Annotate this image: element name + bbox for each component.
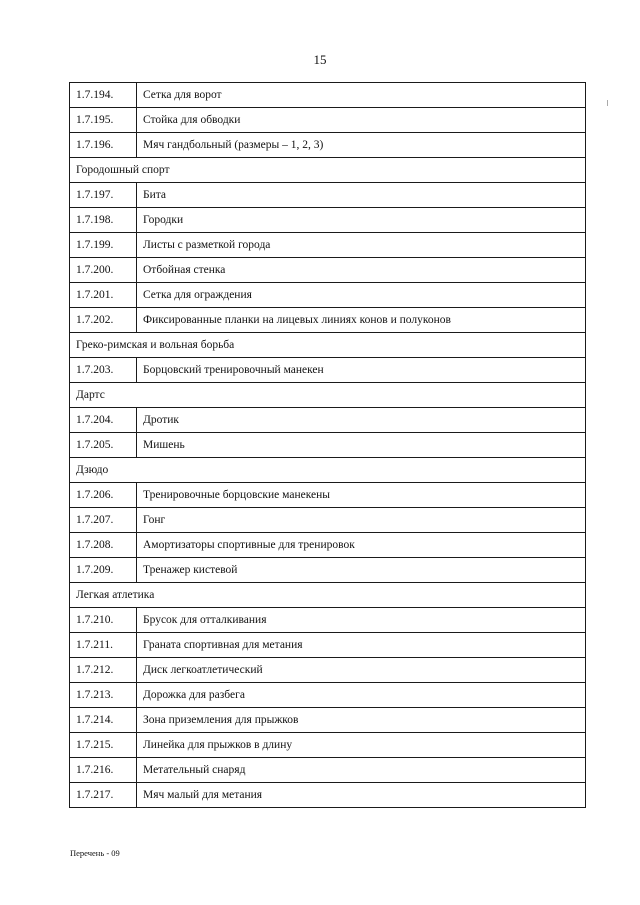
- item-name: Бита: [137, 183, 586, 208]
- table-row: [70, 633, 586, 658]
- table-row: [70, 208, 586, 233]
- table-row: [70, 358, 586, 383]
- section-row: [70, 583, 586, 608]
- item-code: 1.7.197.: [70, 183, 137, 208]
- table-row: [70, 408, 586, 433]
- item-name: Фиксированные планки на лицевых линиях конов и полуконов: [137, 308, 586, 333]
- table-row: [70, 183, 586, 208]
- item-code: 1.7.208.: [70, 533, 137, 558]
- item-code: 1.7.206.: [70, 483, 137, 508]
- table-row: [70, 733, 586, 758]
- table-row: [70, 608, 586, 633]
- item-name: Диск легкоатлетический: [137, 658, 586, 683]
- section-row: [70, 383, 586, 408]
- section-title: Дартс: [70, 383, 586, 408]
- table-row: [70, 708, 586, 733]
- equipment-table: [69, 82, 586, 808]
- item-name: Линейка для прыжков в длину: [137, 733, 586, 758]
- item-code: 1.7.199.: [70, 233, 137, 258]
- item-code: 1.7.205.: [70, 433, 137, 458]
- item-name: Сетка для ограждения: [137, 283, 586, 308]
- table-row: [70, 783, 586, 808]
- item-code: 1.7.203.: [70, 358, 137, 383]
- section-title: Дзюдо: [70, 458, 586, 483]
- table-row: [70, 133, 586, 158]
- item-name: Зона приземления для прыжков: [137, 708, 586, 733]
- item-name: Тренировочные борцовские манекены: [137, 483, 586, 508]
- item-name: Тренажер кистевой: [137, 558, 586, 583]
- table-row: [70, 658, 586, 683]
- item-code: 1.7.216.: [70, 758, 137, 783]
- table-row: [70, 108, 586, 133]
- item-name: Сетка для ворот: [137, 83, 586, 108]
- item-name: Гонг: [137, 508, 586, 533]
- page-number: 15: [313, 52, 327, 67]
- item-code: 1.7.211.: [70, 633, 137, 658]
- item-name: Городки: [137, 208, 586, 233]
- item-code: 1.7.217.: [70, 783, 137, 808]
- item-code: 1.7.196.: [70, 133, 137, 158]
- item-name: Листы с разметкой города: [137, 233, 586, 258]
- section-row: [70, 333, 586, 358]
- section-title: Греко-римская и вольная борьба: [70, 333, 586, 358]
- item-name: Стойка для обводки: [137, 108, 586, 133]
- item-name: Брусок для отталкивания: [137, 608, 586, 633]
- equipment-table-body: [70, 83, 586, 808]
- table-row: [70, 258, 586, 283]
- item-name: Мяч гандбольный (размеры – 1, 2, 3): [137, 133, 586, 158]
- item-name: Борцовский тренировочный манекен: [137, 358, 586, 383]
- table-row: [70, 283, 586, 308]
- table-row: [70, 508, 586, 533]
- item-name: Амортизаторы спортивные для тренировок: [137, 533, 586, 558]
- footer-label: Перечень - 09: [70, 848, 120, 858]
- item-name: Дротик: [137, 408, 586, 433]
- scan-edge-mark: [607, 100, 608, 106]
- item-name: Мишень: [137, 433, 586, 458]
- section-row: [70, 458, 586, 483]
- item-code: 1.7.210.: [70, 608, 137, 633]
- section-title: Городошный спорт: [70, 158, 586, 183]
- item-code: 1.7.200.: [70, 258, 137, 283]
- item-code: 1.7.204.: [70, 408, 137, 433]
- item-code: 1.7.195.: [70, 108, 137, 133]
- item-code: 1.7.214.: [70, 708, 137, 733]
- section-row: [70, 158, 586, 183]
- item-name: Дорожка для разбега: [137, 683, 586, 708]
- item-name: Метательный снаряд: [137, 758, 586, 783]
- item-name: Мяч малый для метания: [137, 783, 586, 808]
- item-code: 1.7.212.: [70, 658, 137, 683]
- table-row: [70, 483, 586, 508]
- table-row: [70, 558, 586, 583]
- item-name: Отбойная стенка: [137, 258, 586, 283]
- table-row: [70, 308, 586, 333]
- item-code: 1.7.207.: [70, 508, 137, 533]
- item-code: 1.7.215.: [70, 733, 137, 758]
- table-row: [70, 83, 586, 108]
- item-name: Граната спортивная для метания: [137, 633, 586, 658]
- item-code: 1.7.202.: [70, 308, 137, 333]
- item-code: 1.7.201.: [70, 283, 137, 308]
- item-code: 1.7.194.: [70, 83, 137, 108]
- table-row: [70, 533, 586, 558]
- item-code: 1.7.209.: [70, 558, 137, 583]
- table-row: [70, 683, 586, 708]
- table-row: [70, 233, 586, 258]
- table-row: [70, 758, 586, 783]
- table-row: [70, 433, 586, 458]
- item-code: 1.7.213.: [70, 683, 137, 708]
- section-title: Легкая атлетика: [70, 583, 586, 608]
- item-code: 1.7.198.: [70, 208, 137, 233]
